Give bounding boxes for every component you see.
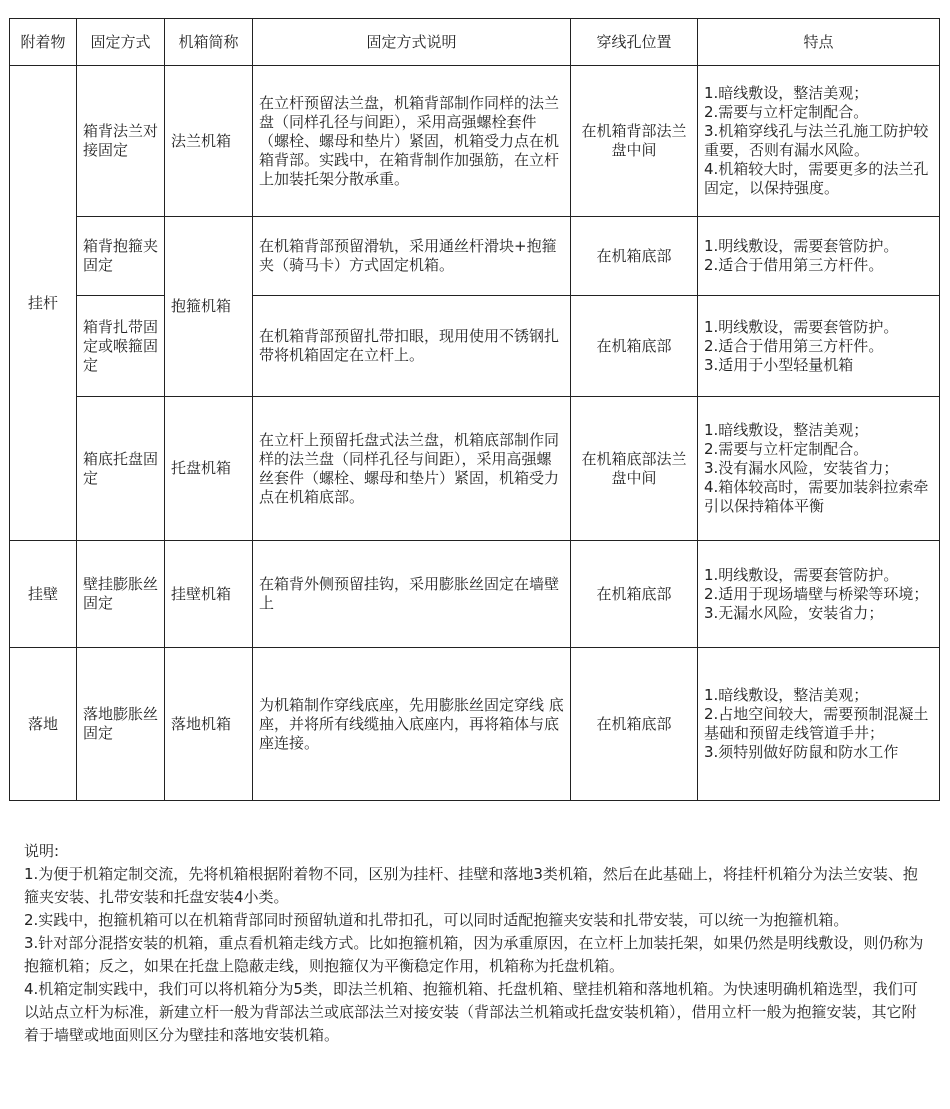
table-header-row — [10, 19, 940, 66]
feature-line: 2.占地空间较大，需要预制混凝土基础和预留走线管道手井； — [704, 705, 929, 742]
header-hole-position: 穿线孔位置 — [571, 19, 698, 66]
description-cell: 为机箱制作穿线底座，先用膨胀丝固定穿线 底座，并将所有线缆抽入底座内，再将箱体与底座连接。 — [253, 648, 571, 801]
feature-line: 2.适合于借用第三方杆件。 — [704, 336, 884, 355]
method-cell: 箱背扎带固定或喉箍固定 — [77, 296, 165, 397]
feature-line: 3.无漏水风险，安装省力； — [704, 603, 884, 622]
method-cell: 箱底托盘固定 — [77, 397, 165, 541]
mount-spec-table — [9, 18, 940, 801]
short-name-cell: 抱箍机箱 — [165, 217, 253, 397]
method-cell: 落地膨胀丝固定 — [77, 648, 165, 801]
features-cell — [698, 648, 940, 801]
hole-position-cell: 在机箱底部 — [571, 648, 698, 801]
feature-line: 4.机箱较大时，需要更多的法兰孔固定，以保持强度。 — [704, 160, 929, 197]
notes-title: 说明: — [24, 842, 60, 860]
short-name-cell: 托盘机箱 — [165, 397, 253, 541]
hole-position-cell: 在机箱底部 — [571, 296, 698, 397]
header-attachment: 附着物 — [10, 19, 77, 66]
header-method: 固定方式 — [77, 19, 165, 66]
hole-position-cell: 在机箱背部法兰盘中间 — [571, 66, 698, 217]
feature-line: 2.需要与立杆定制配合。 — [704, 440, 869, 458]
attachment-pole: 挂杆 — [10, 66, 77, 541]
table-row — [10, 66, 940, 217]
features-cell — [698, 217, 940, 296]
feature-line: 4.箱体较高时，需要加装斜拉索牵引以保持箱体平衡 — [704, 478, 929, 515]
note-item: 3.针对部分混搭安装的机箱，重点看机箱走线方式。比如抱箍机箱，因为承重原因，在立杆上加装托架，如果仍然是明线敷设，则仍称为抱箍机箱；反之，如果在托盘上隐蔽走线，则抱箍仅为平衡稳定作用，机箱称为托盘机箱。 — [24, 934, 924, 975]
hole-position-cell: 在机箱底部 — [571, 541, 698, 648]
features-cell — [698, 66, 940, 217]
features-cell — [698, 296, 940, 397]
note-item: 1.为便于机箱定制交流，先将机箱根据附着物不同，区别为挂杆、挂壁和落地3类机箱，然后在此基础上，将挂杆机箱分为法兰安装、抱箍夹安装、扎带安装和托盘安装4小类。 — [24, 865, 918, 906]
features-cell — [698, 541, 940, 648]
attachment-wall: 挂壁 — [10, 541, 77, 648]
note-item: 2.实践中，抱箍机箱可以在机箱背部同时预留轨道和扎带扣孔，可以同时适配抱箍夹安装和扎带安装，可以统一为抱箍机箱。 — [24, 911, 849, 929]
feature-line: 1.明线敷设，需要套管防护。 — [704, 237, 899, 255]
table-row — [10, 397, 940, 541]
feature-line: 2.适合于借用第三方杆件。 — [704, 256, 884, 274]
description-cell: 在机箱背部预留滑轨，采用通丝杆滑块+抱箍夹（骑马卡）方式固定机箱。 — [253, 217, 571, 296]
feature-line: 3.没有漏水风险，安装省力； — [704, 459, 899, 477]
notes-section — [24, 840, 924, 1047]
note-item: 4.机箱定制实践中，我们可以将机箱分为5类，即法兰机箱、抱箍机箱、托盘机箱、壁挂机箱和落地机箱。为快速明确机箱选型，我们可以站点立杆为标准，新建立杆一般为背部法兰或底部法兰对接安装（背部法兰机箱或托盘安装机箱），借用立杆一般为抱箍安装，其它附着于墙壁或地面则区分为壁挂和落地安装机箱。 — [24, 980, 918, 1044]
header-features: 特点 — [698, 19, 940, 66]
feature-line: 2.需要与立杆定制配合。 — [704, 103, 869, 121]
description-cell: 在箱背外侧预留挂钩，采用膨胀丝固定在墙壁上 — [253, 541, 571, 648]
feature-line: 3.须特别做好防鼠和防水工作 — [704, 743, 899, 761]
feature-line: 2.适用于现场墙壁与桥梁等环境； — [704, 584, 929, 603]
description-cell: 在立杆预留法兰盘，机箱背部制作同样的法兰盘（同样孔径与间距），采用高强螺栓套件（螺栓、螺母和垫片）紧固，机箱受力点在机箱背部。实践中，在箱背制作加强筋，在立杆上加装托架分散承重。 — [253, 66, 571, 217]
table-row — [10, 541, 940, 648]
table-row — [10, 217, 940, 296]
table-row — [10, 296, 940, 397]
short-name-cell: 落地机箱 — [165, 648, 253, 801]
feature-line: 3.机箱穿线孔与法兰孔施工防护较重要，否则有漏水风险。 — [704, 122, 929, 159]
method-cell: 箱背法兰对接固定 — [77, 66, 165, 217]
table-row — [10, 648, 940, 801]
short-name-cell: 挂壁机箱 — [165, 541, 253, 648]
header-short-name: 机箱简称 — [165, 19, 253, 66]
short-name-cell: 法兰机箱 — [165, 66, 253, 217]
hole-position-cell: 在机箱底部法兰盘中间 — [571, 397, 698, 541]
description-cell: 在立杆上预留托盘式法兰盘，机箱底部制作同样的法兰盘（同样孔径与间距），采用高强螺丝套件（螺栓、螺母和垫片）紧固，机箱受力点在机箱底部。 — [253, 397, 571, 541]
description-cell: 在机箱背部预留扎带扣眼，现用使用不锈钢扎带将机箱固定在立杆上。 — [253, 296, 571, 397]
feature-line: 1.暗线敷设，整洁美观； — [704, 686, 869, 704]
attachment-floor: 落地 — [10, 648, 77, 801]
header-method-description: 固定方式说明 — [253, 19, 571, 66]
method-cell: 壁挂膨胀丝固定 — [77, 541, 165, 648]
features-cell — [698, 397, 940, 541]
feature-line: 1.明线敷设，需要套管防护。 — [704, 317, 899, 336]
hole-position-cell: 在机箱底部 — [571, 217, 698, 296]
feature-line: 1.明线敷设，需要套管防护。 — [704, 565, 899, 584]
feature-line: 1.暗线敷设，整洁美观； — [704, 421, 869, 439]
feature-line: 3.适用于小型轻量机箱 — [704, 355, 854, 374]
method-cell: 箱背抱箍夹固定 — [77, 217, 165, 296]
feature-line: 1.暗线敷设，整洁美观； — [704, 84, 869, 102]
